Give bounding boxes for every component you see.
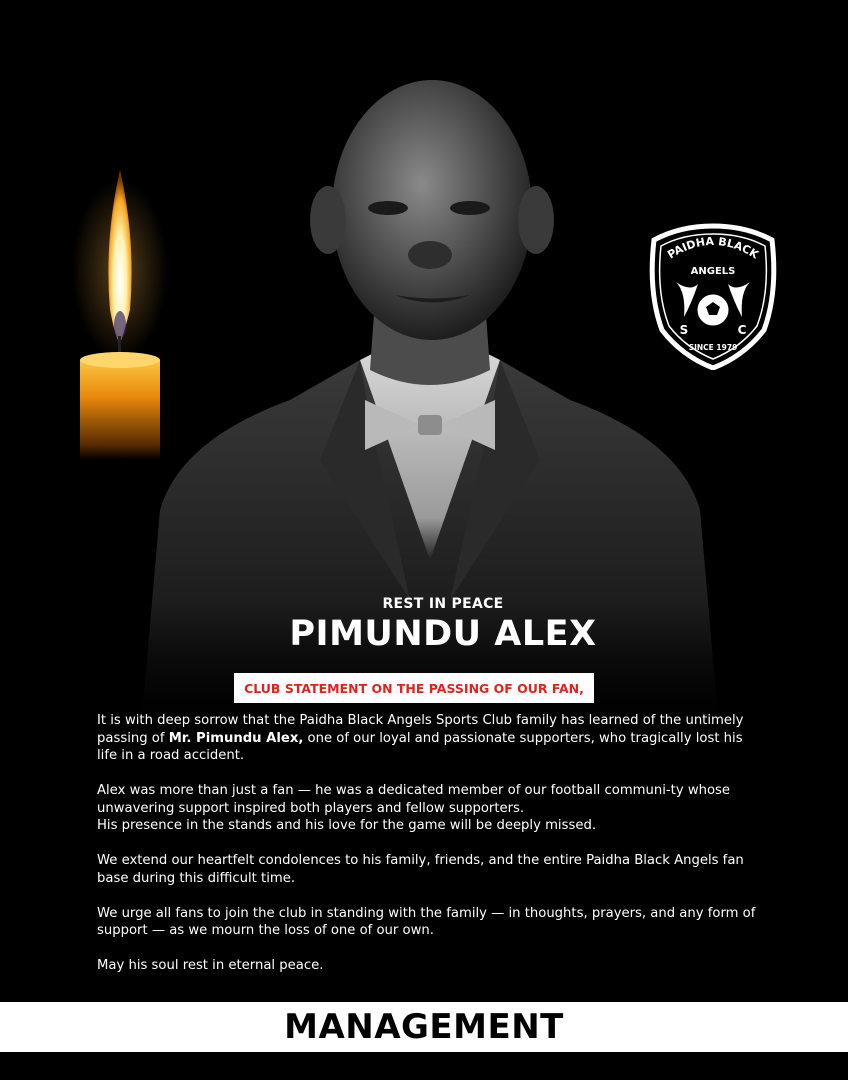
club-crest-logo bbox=[646, 222, 780, 370]
statement-banner bbox=[234, 673, 594, 703]
crest-title-text: PAIDHA BLACK bbox=[665, 234, 761, 262]
crest-letter-c: C bbox=[737, 323, 747, 337]
statement-body bbox=[97, 712, 757, 992]
paragraph-4: We urge all fans to join the club in standing with the family — in thoughts, prayers, and any form of support — as we mourn the loss of one of our own. bbox=[97, 905, 756, 938]
deceased-name: PIMUNDU ALEX bbox=[289, 614, 597, 654]
statement-banner-text: CLUB STATEMENT ON THE PASSING OF OUR FAN, bbox=[244, 680, 584, 696]
candle-icon bbox=[70, 160, 170, 460]
rest-in-peace-label: REST IN PEACE bbox=[382, 596, 504, 612]
paragraph-1 bbox=[97, 712, 757, 765]
paragraph-2-line-1: Alex was more than just a fan — he was a dedicated member of our football communi-ty whose unwavering support inspired both players and fellow supporters. bbox=[97, 783, 731, 816]
paragraph-1-text-a: It is with deep sorrow that the Paidha Black Angels Sports Club family has learned of the untimely passing of bbox=[97, 713, 744, 746]
paragraph-1-text-b: one of our loyal and passionate supporters, who tragically lost his life in a road accident. bbox=[97, 730, 743, 763]
paragraph-2-line-2: His presence in the stands and his love for the game will be deeply missed. bbox=[97, 818, 597, 833]
paragraph-5: May his soul rest in eternal peace. bbox=[97, 958, 324, 973]
crest-since-text: SINCE 1979 bbox=[688, 343, 738, 352]
paragraph-1-bold-name: Mr. Pimundu Alex, bbox=[168, 730, 304, 746]
footer-signature-bar bbox=[0, 1002, 848, 1052]
signature-text: MANAGEMENT bbox=[284, 1007, 564, 1047]
paragraph-3: We extend our heartfelt condolences to his family, friends, and the entire Paidha Black Angels fan base during this difficult time. bbox=[97, 853, 744, 886]
crest-sub-text: ANGELS bbox=[690, 266, 736, 277]
paragraph-2 bbox=[97, 782, 757, 835]
crest-letter-s: S bbox=[679, 323, 689, 337]
